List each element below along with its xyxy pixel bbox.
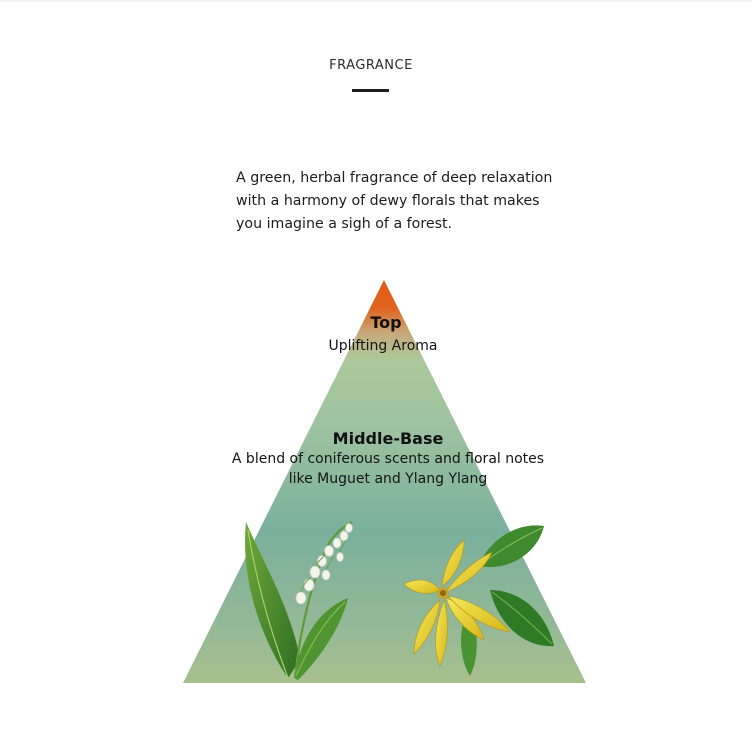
- section-title: FRAGRANCE: [329, 58, 413, 73]
- fragrance-description: A green, herbal fragrance of deep relaxation with a harmony of dewy florals that makes you imagine a sigh of a forest.: [236, 170, 553, 232]
- top-note-heading: Top: [370, 313, 402, 332]
- middle-base-note-subtitle-line1: A blend of coniferous scents and floral notes: [231, 451, 545, 467]
- middle-base-note-heading: Middle-Base: [332, 429, 444, 448]
- middle-base-note-subtitle-line2: like Muguet and Ylang Ylang: [288, 471, 488, 487]
- top-note-subtitle: Uplifting Aroma: [328, 338, 438, 354]
